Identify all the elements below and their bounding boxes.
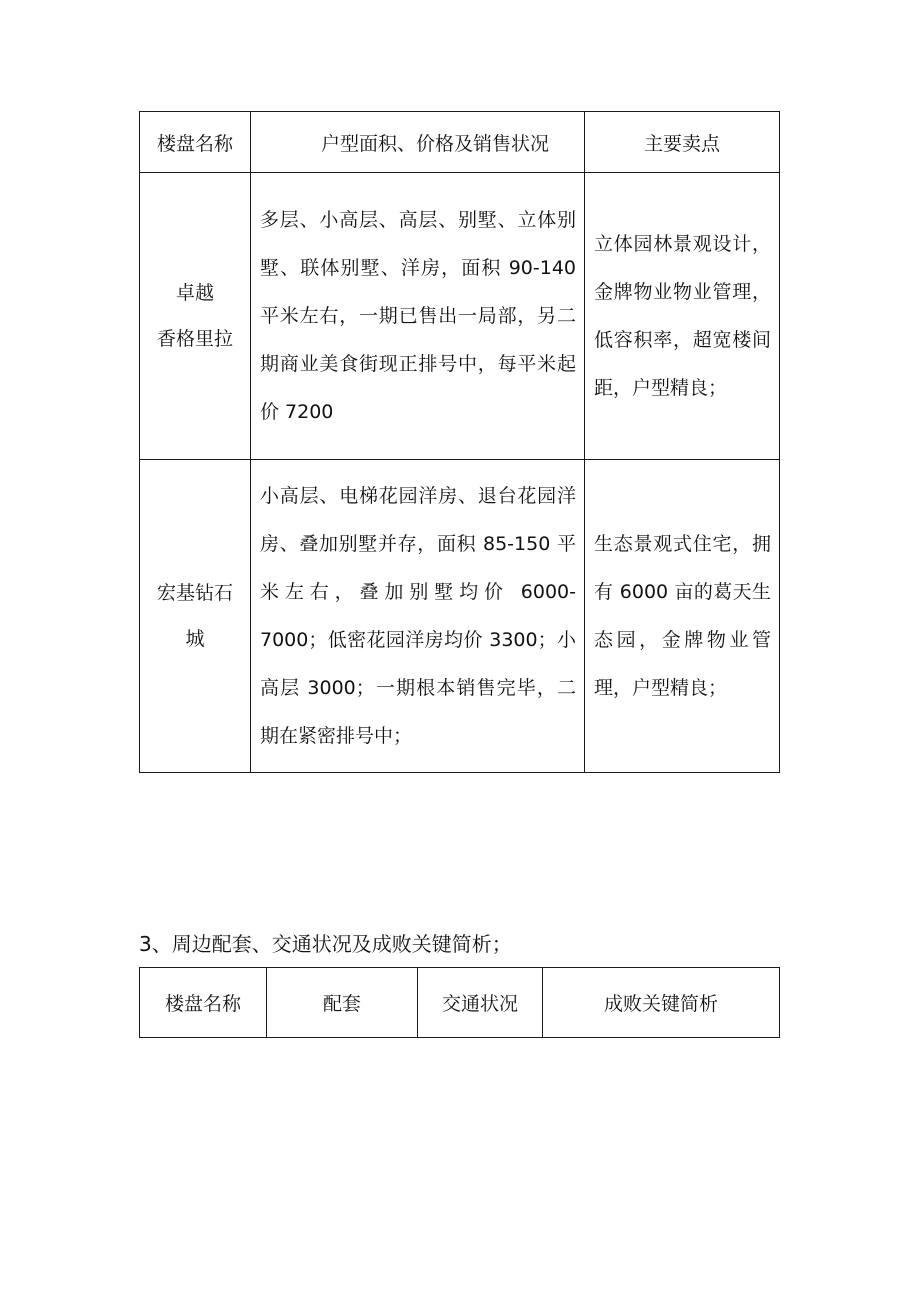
section-3-heading: 3、周边配套、交通状况及成败关键简析； — [139, 932, 512, 956]
table-row — [140, 173, 780, 460]
selling-points-cell: 立体园林景观设计，金牌物业物业管理，低容积率，超宽楼间距，户型精良； — [585, 173, 780, 460]
project-name-line: 宏基钻石 — [156, 582, 233, 604]
project-name-line: 香格里拉 — [156, 328, 233, 350]
project-name-cell — [140, 460, 251, 773]
header-unit-area-price-sales: 户型面积、价格及销售状况 — [251, 112, 585, 173]
header-selling-points: 主要卖点 — [585, 112, 780, 173]
project-name-cell — [140, 173, 251, 460]
header-project-name: 楼盘名称 — [140, 112, 251, 173]
table-header-row — [140, 112, 780, 173]
header-traffic: 交通状况 — [418, 968, 543, 1038]
surroundings-traffic-table — [139, 967, 780, 1038]
header-key-analysis: 成败关键简析 — [543, 968, 780, 1038]
table-header-row — [140, 968, 780, 1038]
table-row — [140, 460, 780, 773]
project-name-line: 卓越 — [175, 282, 214, 304]
header-project-name: 楼盘名称 — [140, 968, 267, 1038]
project-comparison-table — [139, 111, 780, 773]
header-facilities: 配套 — [267, 968, 418, 1038]
project-name-line: 城 — [185, 628, 205, 650]
unit-area-price-sales-cell: 小高层、电梯花园洋房、退台花园洋房、叠加别墅并存，面积 85-150 平米左右，叠加别墅均价 6000-7000；低密花园洋房均价 3300；小高层 3000；一期根本销售完毕，二期在紧密排号中； — [251, 460, 585, 773]
unit-area-price-sales-cell: 多层、小高层、高层、别墅、立体别墅、联体别墅、洋房，面积 90-140 平米左右，一期已售出一局部，另二期商业美食街现正排号中，每平米起价 7200 — [251, 173, 585, 460]
selling-points-cell: 生态景观式住宅，拥有 6000 亩的葛天生态园，金牌物业管理，户型精良； — [585, 460, 780, 773]
